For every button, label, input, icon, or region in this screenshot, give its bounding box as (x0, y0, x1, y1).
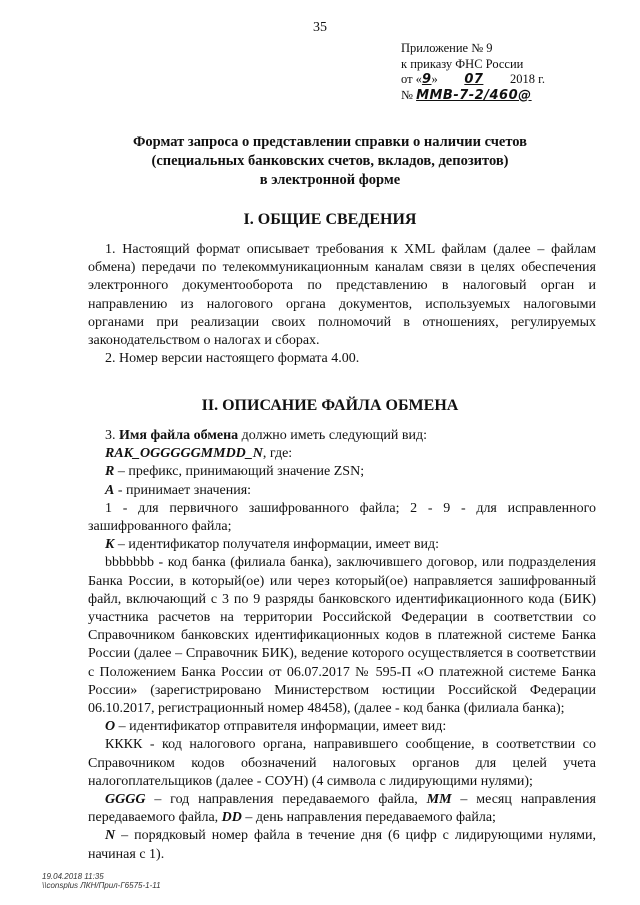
text-mm: – месяц направления передаваемого файла, (88, 792, 596, 826)
key-o: O (105, 719, 116, 735)
key-mm: MM (426, 792, 452, 808)
text-k: – идентификатор получателя информации, имеет вид: (117, 537, 439, 553)
k-description: bbbbbbb - код банка (филиала банка), заключившего договор, или подразделения Банка России, в который(ое) или через который(ое) направляется зашифрованный файл, включающий с 3 по 9 разряды банковского идентификационного кода (БИК) участника расчетов на территории Российской Федерации в соответствии со Справочником банковских идентификационных кодов в платежной системе Банка России (далее – Справочник БИК), ведение которого осуществляется в соответствии с Положением Банка России от 06.07.2017 № 595-П «О платежной системе Банка России» (зарегистрировано Министерством юстиции Российской Федерации 06.10.2017, регистрационный номер 48458), (далее - код банка (филиала банка); (88, 555, 596, 717)
def-o (88, 718, 596, 736)
date-mid: » (431, 72, 438, 86)
o-description: КККК - код налогового органа, направившего сообщение, в соответствии со Справочником кодов обозначений налоговых органов для целей учета налогоплательщиков (далее - СОУН) (4 символа с лидирующими нулями); (88, 737, 596, 789)
footer-line1: 19.04.2018 11:35 (42, 872, 104, 881)
text-n: – порядковый номер файла в течение дня (6 цифр с лидирующими нулями, начиная с 1). (88, 828, 596, 862)
title-line1: Формат запроса о представлении справки о наличии счетов (132, 134, 528, 150)
key-n: N (105, 828, 116, 844)
def-k (88, 536, 596, 554)
def-a (88, 482, 596, 500)
date-day: 9 (421, 72, 432, 87)
page-number: 35 (313, 20, 327, 35)
appendix-block (401, 41, 545, 103)
p3-bold: Имя файла обмена (119, 428, 239, 443)
text-gggg: – год направления передаваемого файла, (154, 792, 418, 808)
section2-heading: II. ОПИСАНИЕ ФАЙЛА ОБМЕНА (201, 397, 459, 414)
key-r: R (105, 464, 115, 480)
section1-body (88, 241, 596, 368)
appendix-date (401, 72, 545, 88)
text-dd: – день направления передаваемого файла; (245, 810, 496, 826)
date-month: 07 (464, 72, 484, 87)
a-values: 1 - для первичного зашифрованного файла; 2 - 9 - для исправленного зашифрованного файла; (88, 500, 596, 535)
def-r (88, 463, 596, 481)
text-r: – префикс, принимающий значение ZSN; (117, 464, 365, 480)
text-o: – идентификатор отправителя информации, имеет вид: (118, 719, 447, 735)
key-dd: DD (221, 810, 242, 826)
document-title (80, 133, 580, 190)
date-suffix: г. (538, 72, 545, 86)
paragraph-2: 2. Номер версии настоящего формата 4.00. (105, 351, 360, 367)
file-name-pattern: RAK_OGGGGGMMDD_N (105, 446, 263, 462)
appendix-line1: Приложение № 9 (401, 41, 493, 55)
key-gggg: GGGG (105, 792, 146, 808)
order-number: ММВ-7-2/460@ (416, 87, 532, 103)
date-year: 2018 (509, 72, 535, 86)
appendix-line2: к приказу ФНС России (401, 56, 524, 71)
appendix-number (401, 88, 545, 104)
paragraph-1: 1. Настоящий формат описывает требования к XML файлам (далее – файлам обмена) передачи по телекоммуникационным каналам связи в целях обеспечения электронного документооборота по представлению в налоговый орган и направлению из налогового органа документов, используемых налоговыми органами при реализации своих полномочий в отношениях, регулируемых законодательством о налогах и сборах. (88, 242, 596, 349)
def-date-parts (88, 791, 596, 827)
def-n (88, 827, 596, 863)
key-k: K (105, 537, 115, 553)
date-prefix: от « (401, 72, 422, 86)
text-a: - принимает значения: (117, 482, 252, 498)
section1-heading: I. ОБЩИЕ СВЕДЕНИЯ (243, 211, 417, 228)
file-name-pattern-line (88, 445, 596, 463)
footer-line2: \\consplus ЛКН/Прил-Г6575-1-11 (42, 881, 161, 890)
number-prefix: № (401, 87, 413, 102)
pattern-suffix: , где: (262, 446, 293, 462)
paragraph-3 (88, 427, 596, 445)
title-line2: (специальных банковских счетов, вкладов, депозитов) (151, 153, 509, 169)
title-line3: в электронной форме (259, 172, 401, 188)
p3-rest: должно иметь следующий вид: (241, 428, 428, 443)
footer-stamp (42, 872, 161, 890)
p3-num: 3. (105, 428, 116, 443)
key-a: A (105, 482, 115, 498)
section2-body (88, 427, 596, 864)
